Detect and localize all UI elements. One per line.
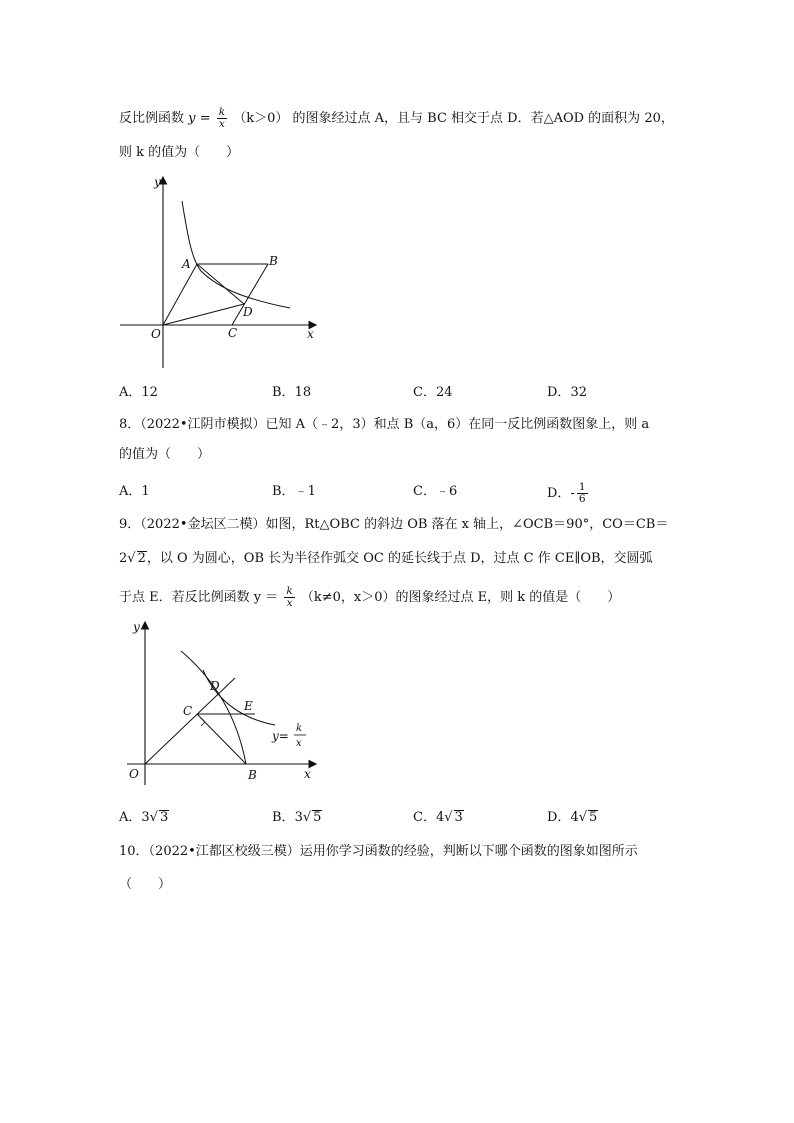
q8-option-c[interactable]: C．﹣6 bbox=[413, 484, 458, 499]
q9-line1: 9．（2022•金坛区二模）如图，Rt△OBC 的斜边 OB 落在 x 轴上，∠OCB＝90°，CO＝CB＝ bbox=[119, 517, 669, 532]
q8-line1: 8．（2022•江阴市模拟）已知 A（﹣2，3）和点 B（a，6）在同一反比例函数图象上，则 a bbox=[119, 417, 650, 432]
q9-curve-label-k: k bbox=[296, 723, 303, 734]
q7-segment-oa bbox=[163, 264, 197, 325]
q9-sqrt: 2 bbox=[137, 551, 146, 566]
q9-label-o: O bbox=[129, 767, 139, 781]
q9-figure bbox=[115, 615, 330, 790]
q7-eq: = bbox=[195, 111, 215, 126]
q9-label-y: y bbox=[133, 620, 140, 634]
q9-label-c: C bbox=[183, 704, 193, 718]
q7-option-a[interactable]: A．12 bbox=[119, 385, 158, 400]
q7-option-d[interactable]: D．32 bbox=[547, 385, 587, 400]
q9-curve-label: y= bbox=[272, 729, 289, 743]
q9-label-x: x bbox=[304, 767, 311, 781]
q8-option-d[interactable]: D．- $\frac{1}{6}$ bbox=[547, 481, 586, 505]
q7-text-pre: 反比例函数 bbox=[119, 111, 185, 126]
q9-options bbox=[119, 808, 719, 828]
q7-var-y: y bbox=[188, 111, 196, 126]
q7-label-b: B bbox=[269, 254, 278, 268]
q9-option-a[interactable]: A．3√ 3 bbox=[119, 810, 169, 825]
q7-label-x: x bbox=[307, 327, 314, 341]
q7-text-post: 的图象经过点 A，且与 BC 相交于点 D．若△AOD 的面积为 20， bbox=[292, 111, 674, 126]
q7-option-c[interactable]: C．24 bbox=[413, 385, 453, 400]
q7-label-d: D bbox=[243, 305, 253, 319]
q8-option-b[interactable]: B．﹣1 bbox=[272, 484, 316, 499]
q9-curve-label-x: x bbox=[296, 738, 302, 749]
q7-line2: 则 k 的值为（ ） bbox=[119, 145, 240, 160]
q8-option-d-fraction: $\frac{1}{6}$ bbox=[578, 481, 586, 505]
q7-line1 bbox=[119, 107, 674, 130]
q7-figure bbox=[110, 168, 330, 373]
q9-label-d: D bbox=[210, 679, 220, 693]
q8-line2: 的值为（ ） bbox=[119, 447, 211, 462]
q9-option-b[interactable]: B．3√ 5 bbox=[272, 810, 322, 825]
q8-options bbox=[119, 481, 719, 505]
q7-condition: （k＞0） bbox=[233, 111, 289, 126]
q9-line2: 2√ 2，以 O 为圆心，OB 长为半径作弧交 OC 的延长线于点 D，过点 C 作 CE∥OB，交圆弧 bbox=[119, 551, 653, 566]
q9-label-e: E bbox=[244, 699, 253, 713]
q9-option-d[interactable]: D．4√ 5 bbox=[547, 810, 598, 825]
q9-label-b: B bbox=[248, 768, 257, 782]
q9-fraction: $\frac{k}{x}$ bbox=[286, 585, 293, 609]
q7-segment-od bbox=[163, 304, 244, 325]
q7-label-y: y bbox=[154, 175, 161, 189]
q10-line1: 10．（2022•江都区校级三模）运用你学习函数的经验，判断以下哪个函数的图象如图所示 bbox=[119, 844, 638, 859]
q7-fraction: $\frac{k}{x}$ bbox=[218, 106, 226, 130]
q9-option-c[interactable]: C．4√ 3 bbox=[413, 810, 463, 825]
q7-segment-ad bbox=[197, 264, 244, 304]
q7-label-c: C bbox=[228, 326, 238, 340]
q7-label-a: A bbox=[182, 257, 191, 271]
q7-options bbox=[119, 383, 719, 403]
q8-option-a[interactable]: A．1 bbox=[119, 484, 150, 499]
q9-line3: 于点 E．若反比例函数 y ＝ $\frac{k}{x}$ （k≠0，x＞0）的图象经过点 E，则 k 的值是（ ） bbox=[119, 585, 621, 609]
q7-option-b[interactable]: B．18 bbox=[272, 385, 312, 400]
q7-label-o: O bbox=[151, 327, 161, 341]
q10-line2: （ ） bbox=[119, 877, 172, 892]
q9-segment-od bbox=[145, 678, 235, 764]
